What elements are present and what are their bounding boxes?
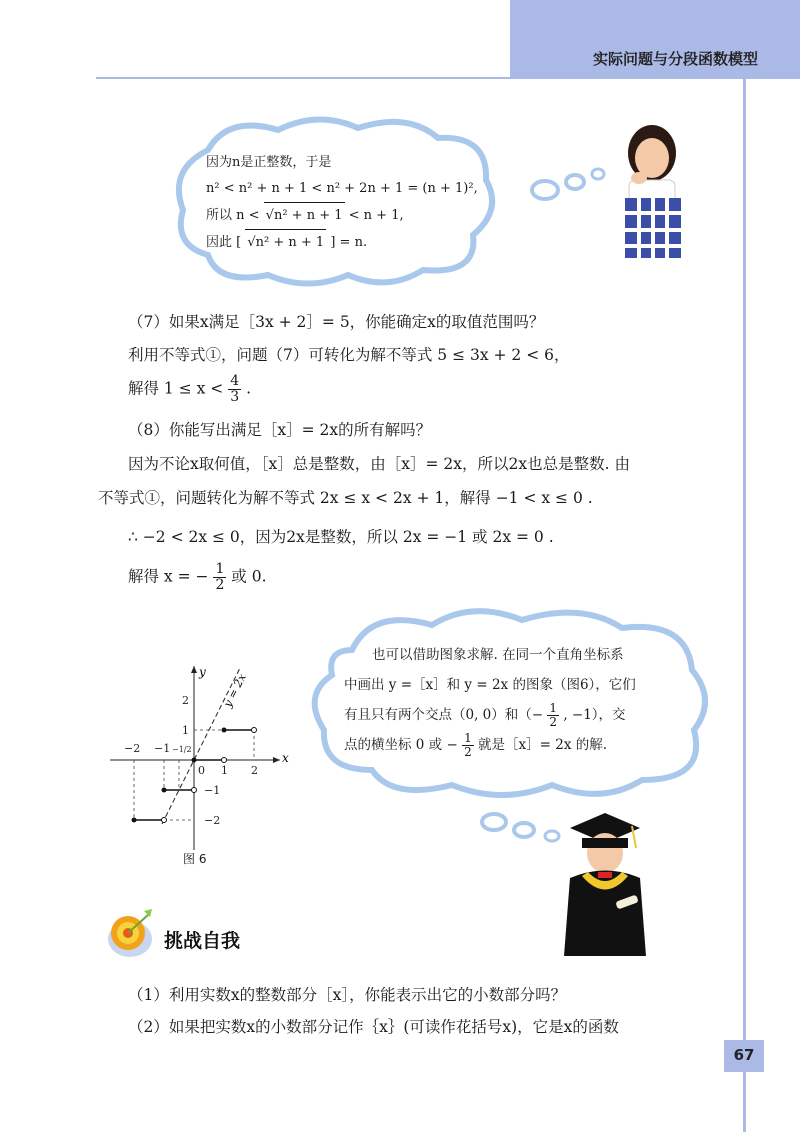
question-8-step3: ∴ −2 < 2x ≤ 0，因为2x是整数，所以 2x = −1 或 2x = 0 . [128, 528, 554, 546]
cloud2-line3 [344, 700, 636, 730]
target-icon [104, 905, 162, 963]
cloud2-frac-2 [462, 732, 474, 759]
cloud1-line3-radicand: n² + n + 1 [273, 208, 343, 223]
cloud1-line4-a: 因此 [ [206, 235, 242, 250]
tick-x-neg-half: −1/2 [172, 745, 192, 754]
tick-x-neg2: −2 [124, 742, 141, 755]
tick-x-0: 0 [198, 764, 205, 777]
y-axis-arrow [191, 666, 197, 673]
cloud2-line3-a: 有且只有两个交点（0, 0）和（− [344, 707, 544, 723]
cloud2-line3-b: , −1），交 [563, 707, 626, 723]
question-7: （7）如果x满足［3x + 2］= 5，你能确定x的取值范围吗？ [128, 313, 545, 331]
figure-caption: 图 6 [183, 852, 207, 866]
q8-result-prefix: 解得 x = − [128, 567, 209, 586]
cloud2-line4-num: 1 [464, 731, 472, 745]
girl-illustration [615, 118, 690, 263]
cloud2-line3-den: 2 [549, 715, 558, 729]
cloud2-line4-b: 就是［x］= 2x 的解. [478, 737, 608, 753]
cloud1-line4-sqrt: √n² + n + 1 [245, 229, 326, 256]
challenge-q2: （2）如果把实数x的小数部分记作｛x｝(可读作花括号x)，它是x的函数 [128, 1018, 619, 1036]
header-divider [96, 77, 800, 79]
cloud1-line4 [206, 229, 478, 256]
cloud1-line1: 因为n是正整数，于是 [206, 155, 332, 170]
page-number-box [724, 1040, 764, 1072]
question-8-step4 [128, 562, 267, 593]
tick-x-neg1: −1 [154, 742, 171, 755]
q7-den: 3 [230, 389, 240, 405]
cloud2-frac-1 [547, 702, 559, 729]
question-8-step2: 不等式①，问题转化为解不等式 2x ≤ x < 2x + 1，解得 −1 < x ≤ 0 . [98, 489, 593, 507]
x-axis-label: x [282, 751, 289, 765]
tick-y-2: 2 [182, 694, 189, 707]
fraction-4-3 [228, 374, 241, 405]
cloud2-line2: 中画出 y =［x］和 y = 2x 的图象（图6），它们 [344, 677, 636, 693]
y-axis-label: y [199, 665, 206, 679]
q7-result-suffix: . [246, 379, 252, 398]
cloud2-text [344, 640, 636, 760]
graduate-boy-illustration [560, 808, 650, 958]
cloud2-line4-a: 点的横坐标 0 或 − [344, 737, 458, 753]
side-bar [743, 78, 746, 1132]
cloud1-line3-b: < n + 1, [348, 208, 404, 223]
tick-y-1: 1 [182, 724, 189, 737]
challenge-title: 挑战自我 [164, 930, 241, 952]
tick-x-1: 1 [221, 764, 228, 777]
q8-num: 1 [215, 561, 225, 577]
cloud2-line4 [344, 730, 636, 760]
challenge-q1: （1）利用实数x的整数部分［x］，你能表示出它的小数部分吗？ [128, 986, 567, 1004]
q8-result-suffix: 或 0. [231, 567, 267, 586]
cloud1-text [206, 150, 478, 256]
question-7-step1: 利用不等式①，问题（7）可转化为解不等式 5 ≤ 3x + 2 < 6， [128, 346, 570, 364]
cloud1-line2: n² < n² + n + 1 < n² + 2n + 1 = (n + 1)², [206, 181, 478, 196]
x-axis-arrow [273, 757, 280, 763]
question-8: （8）你能写出满足［x］= 2x的所有解吗？ [128, 421, 432, 439]
figure-6-graph [110, 660, 300, 850]
fraction-1-2 [213, 562, 226, 593]
q8-den: 2 [215, 577, 225, 593]
cloud1-line4-b: ] = n. [330, 235, 368, 250]
q7-result-prefix: 解得 1 ≤ x < [128, 379, 224, 398]
thought-bubbles-1 [530, 160, 620, 210]
tick-y-neg2: −2 [204, 814, 221, 827]
line-label: y = 2x [221, 671, 249, 710]
tick-x-2: 2 [251, 764, 258, 777]
page-number: 67 [733, 1046, 755, 1064]
cloud2-line4-den: 2 [464, 745, 472, 759]
question-8-step1: 因为不论x取何值，［x］总是整数，由［x］= 2x，所以2x也总是整数. 由 [128, 455, 630, 473]
q7-num: 4 [230, 373, 240, 389]
cloud1-line3-a: 所以 n < [206, 208, 260, 223]
cloud2-line1: 也可以借助图象求解. 在同一个直角坐标系 [372, 647, 624, 663]
cloud1-line3 [206, 202, 478, 229]
question-7-step2 [128, 374, 251, 405]
cloud1-line3-sqrt: √n² + n + 1 [264, 202, 345, 229]
cloud2-line3-num: 1 [549, 701, 558, 715]
tick-y-neg1: −1 [204, 784, 221, 797]
cloud1-line4-radicand: n² + n + 1 [255, 235, 325, 250]
section-title: 实际问题与分段函数模型 [592, 50, 758, 68]
